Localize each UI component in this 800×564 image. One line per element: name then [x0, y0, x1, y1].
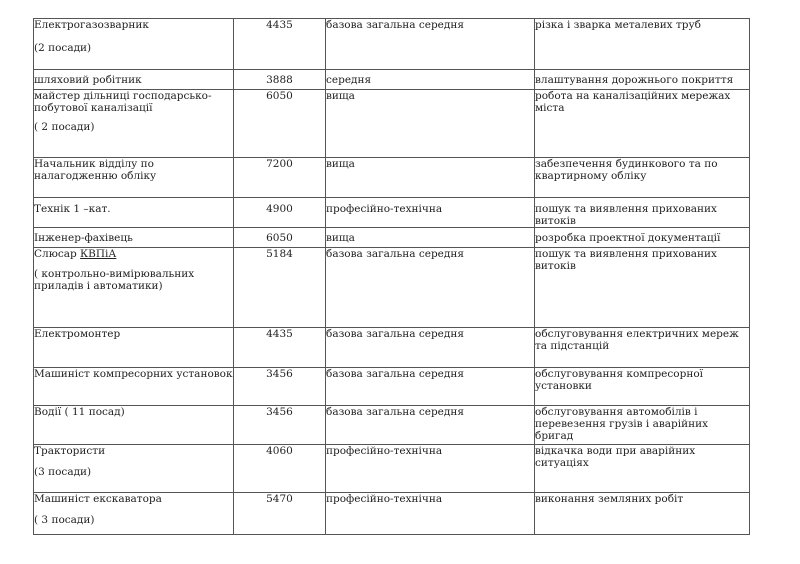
table-row — [34, 328, 750, 368]
position-title: Електрогазозварник — [34, 19, 149, 31]
position-cell: Інженер-фахівець — [34, 228, 234, 248]
education-cell: професійно-технічна — [326, 198, 535, 228]
salary-cell: 4435 — [234, 328, 326, 368]
table-row — [34, 248, 750, 328]
position-cell: Технік 1 –кат. — [34, 198, 234, 228]
duties-cell: обслуговування автомобілів і перевезення грузів і аварійних бригад — [535, 406, 750, 445]
salary-cell: 6050 — [234, 90, 326, 158]
education-cell: базова загальна середня — [326, 248, 535, 328]
salary-cell: 5184 — [234, 248, 326, 328]
table-row — [34, 70, 750, 90]
table-row — [34, 445, 750, 493]
position-cell — [34, 445, 234, 493]
duties-cell: різка і зварка металевих труб — [535, 19, 750, 70]
duties-cell: пошук та виявлення прихованих витоків — [535, 248, 750, 328]
duties-cell: обслуговування електричних мереж та підстанцій — [535, 328, 750, 368]
salary-cell: 4900 — [234, 198, 326, 228]
position-cell: Начальник відділу по налагодженню обліку — [34, 158, 234, 198]
position-note: ( контрольно-вимірювальних приладів і автоматики) — [34, 268, 195, 292]
duties-cell: забезпечення будинкового та по квартирному обліку — [535, 158, 750, 198]
position-note: (3 посади) — [34, 466, 92, 478]
salary-cell: 4435 — [234, 19, 326, 70]
table-row — [34, 228, 750, 248]
position-cell — [34, 19, 234, 70]
table-row — [34, 158, 750, 198]
education-cell: базова загальна середня — [326, 328, 535, 368]
table-row — [34, 90, 750, 158]
position-cell: Машиніст компресорних установок — [34, 368, 234, 406]
position-abbrev: КВПіА — [80, 248, 117, 260]
salary-cell: 5470 — [234, 493, 326, 535]
position-title: Машиніст екскаватора — [34, 493, 162, 505]
position-title: майстер дільниці господарсько-побутової каналізації — [34, 90, 212, 114]
table-row — [34, 19, 750, 70]
duties-cell: робота на каналізаційних мережах міста — [535, 90, 750, 158]
duties-cell: пошук та виявлення прихованих витоків — [535, 198, 750, 228]
table-row — [34, 406, 750, 445]
table-row — [34, 493, 750, 535]
education-cell: середня — [326, 70, 535, 90]
salary-cell: 3456 — [234, 406, 326, 445]
education-cell: професійно-технічна — [326, 445, 535, 493]
position-cell: шляховий робітник — [34, 70, 234, 90]
position-cell: Водії ( 11 посад) — [34, 406, 234, 445]
education-cell: вища — [326, 90, 535, 158]
salary-cell: 4060 — [234, 445, 326, 493]
education-cell: базова загальна середня — [326, 19, 535, 70]
table-row — [34, 368, 750, 406]
position-cell — [34, 248, 234, 328]
education-cell: професійно-технічна — [326, 493, 535, 535]
position-cell — [34, 90, 234, 158]
position-note: ( 2 посади) — [34, 121, 95, 133]
position-note: ( 3 посади) — [34, 514, 95, 526]
position-note: (2 посади) — [34, 42, 92, 54]
education-cell: вища — [326, 158, 535, 198]
salary-cell: 3888 — [234, 70, 326, 90]
position-cell: Електромонтер — [34, 328, 234, 368]
position-title: Трактористи — [34, 445, 106, 457]
education-cell: вища — [326, 228, 535, 248]
duties-cell: розробка проектної документації — [535, 228, 750, 248]
vacancies-table — [33, 18, 750, 535]
salary-cell: 3456 — [234, 368, 326, 406]
duties-cell: відкачка води при аварійних ситуаціях — [535, 445, 750, 493]
salary-cell: 7200 — [234, 158, 326, 198]
position-title: Слюсар — [34, 248, 81, 260]
education-cell: базова загальна середня — [326, 406, 535, 445]
salary-cell: 6050 — [234, 228, 326, 248]
position-cell — [34, 493, 234, 535]
table-row — [34, 198, 750, 228]
duties-cell: обслуговування компресорної установки — [535, 368, 750, 406]
education-cell: базова загальна середня — [326, 368, 535, 406]
duties-cell: влаштування дорожнього покриття — [535, 70, 750, 90]
duties-cell: виконання земляних робіт — [535, 493, 750, 535]
